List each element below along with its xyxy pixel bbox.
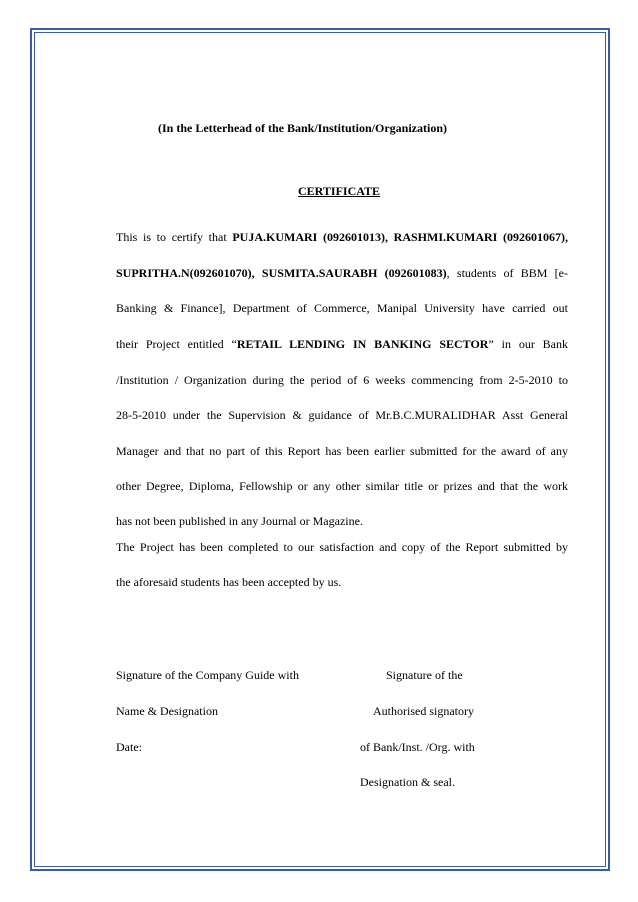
body-line-6: 28-5-2010 under the Supervision & guidance of Mr.B.C.MURALIDHAR Asst General — [116, 408, 568, 422]
signature-right-line-4: Designation & seal. — [360, 775, 455, 789]
signature-right-line-2: Authorised signatory — [373, 704, 474, 718]
body-line-3: Banking & Finance], Department of Commerce, Manipal University have carried out — [116, 301, 568, 315]
student-names-2: SUPRITHA.N(092601070), SUSMITA.SAURABH (092601083) — [116, 266, 447, 280]
body-line-11: the aforesaid students has been accepted by us. — [116, 575, 342, 589]
student-names-1: PUJA.KUMARI (092601013), RASHMI.KUMARI (092601067), — [232, 230, 568, 244]
body-line-1 — [116, 230, 568, 244]
signature-left-line-1: Signature of the Company Guide with — [116, 668, 299, 682]
body-line-4-text-c: ” in our Bank — [488, 337, 568, 351]
certificate-title: CERTIFICATE — [298, 184, 381, 198]
signature-left-line-2: Name & Designation — [116, 704, 218, 718]
signature-right-line-1: Signature of the — [386, 668, 463, 682]
body-line-8: other Degree, Diploma, Fellowship or any other similar title or prizes and that the work — [116, 479, 568, 493]
project-title: RETAIL LENDING IN BANKING SECTOR — [236, 337, 489, 351]
signature-right-line-3: of Bank/Inst. /Org. with — [360, 740, 475, 754]
body-line-10: The Project has been completed to our satisfaction and copy of the Report submitted by — [116, 540, 568, 554]
body-line-4 — [116, 337, 568, 351]
signature-left-line-3: Date: — [116, 740, 142, 754]
body-line-2-text: , students of BBM [e- — [446, 266, 568, 280]
body-line-5: /Institution / Organization during the period of 6 weeks commencing from 2-5-2010 to — [116, 373, 568, 387]
body-line-9: has not been published in any Journal or Magazine. — [116, 514, 363, 528]
body-line-1-text: This is to certify that — [116, 230, 233, 244]
body-line-2 — [116, 266, 568, 280]
letterhead-note: (In the Letterhead of the Bank/Institution/Organization) — [158, 121, 448, 135]
body-line-7: Manager and that no part of this Report has been earlier submitted for the award of any — [116, 444, 568, 458]
body-line-4-text-a: their Project entitled “ — [116, 337, 237, 351]
